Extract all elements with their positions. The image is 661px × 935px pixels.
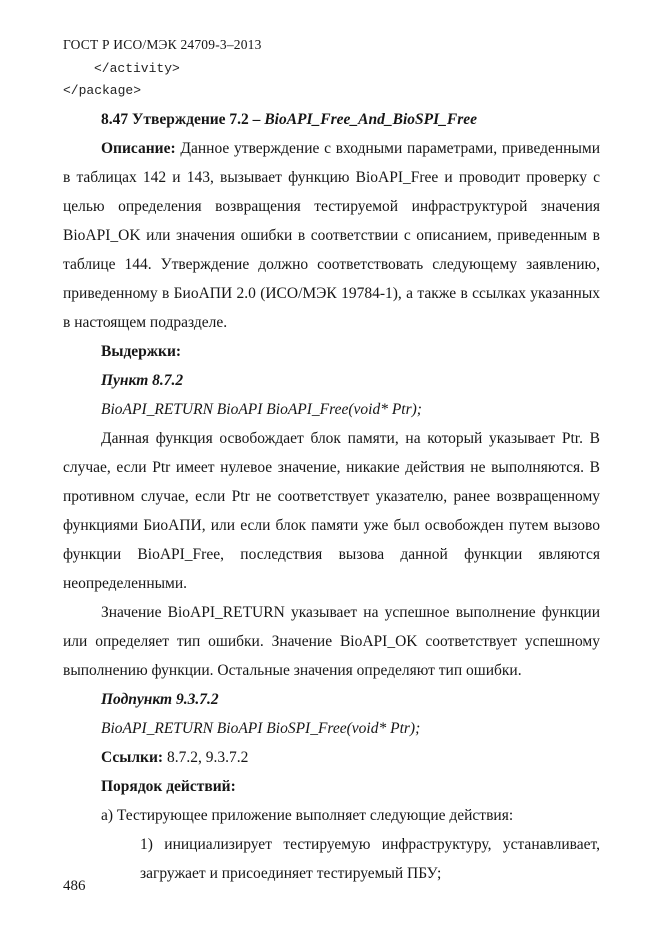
description-paragraph [63, 134, 600, 337]
page-number: 486 [63, 878, 86, 894]
step-a: а) Тестирующее приложение выполняет следующие действия: [101, 807, 514, 824]
section-heading [63, 105, 600, 134]
procedure-label: Порядок действий: [101, 778, 236, 795]
code-line-activity-close: </activity> [94, 61, 180, 76]
biospi-free-signature: BioAPI_RETURN BioAPI BioSPI_Free(void* Ptr); [101, 720, 421, 737]
subclause-9-3-7-2-label: Подпункт 9.3.7.2 [101, 691, 219, 708]
section-heading-number: 8.47 Утверждение 7.2 – [101, 111, 265, 128]
code-line-package-close: </package> [63, 83, 142, 98]
links-value: 8.7.2, 9.3.7.2 [163, 749, 249, 766]
excerpts-label: Выдержки: [101, 343, 182, 360]
section-heading-name: BioAPI_Free_And_BioSPI_Free [264, 111, 478, 128]
return-value-paragraph: Значение BioAPI_RETURN указывает на успешное выполнение функции или определяет тип ошибки. Значение BioAPI_OK соответствует успешному выполнению функции. Остальные значения определяют тип ошибки. [63, 604, 600, 679]
description-text: Данное утверждение с входными параметрами, приведенными в таблицах 142 и 143, вызывает функцию BioAPI_Free и проводит проверку с целью определения возвращения тестируемой инфраструктурой значения BioAPI_OK или значения ошибки в соответствии с описанием, приведенным в таблице 144. Утверждение должно соответствовать следующему заявлению, приведенному в БиоАПИ 2.0 (ИСО/МЭК 19784-1), а также в ссылках указанных в настоящем подразделе. [63, 140, 600, 331]
step-a-1: 1) инициализирует тестируемую инфраструктуру, устанавливает, загружает и присоединяет тестируемый ПБУ; [140, 836, 600, 882]
code-block [63, 58, 600, 102]
bioapi-free-signature: BioAPI_RETURN BioAPI BioAPI_Free(void* Ptr); [101, 401, 422, 418]
clause-8-7-2-label: Пункт 8.7.2 [101, 372, 184, 389]
running-header: ГОСТ Р ИСО/МЭК 24709-3–2013 [63, 37, 262, 52]
links-label: Ссылки: [101, 749, 164, 766]
description-label: Описание: [101, 140, 176, 157]
links-paragraph [63, 743, 600, 772]
free-function-paragraph: Данная функция освобождает блок памяти, на который указывает Ptr. В случае, если Ptr имеет нулевое значение, никакие действия не выполняются. В противном случае, если Ptr не соответствует указателю, ранее возвращенному функциями БиоАПИ, или если блок памяти уже был освобожден путем вызово функции BioAPI_Free, последствия вызова данной функции являются неопределенными. [63, 430, 600, 592]
